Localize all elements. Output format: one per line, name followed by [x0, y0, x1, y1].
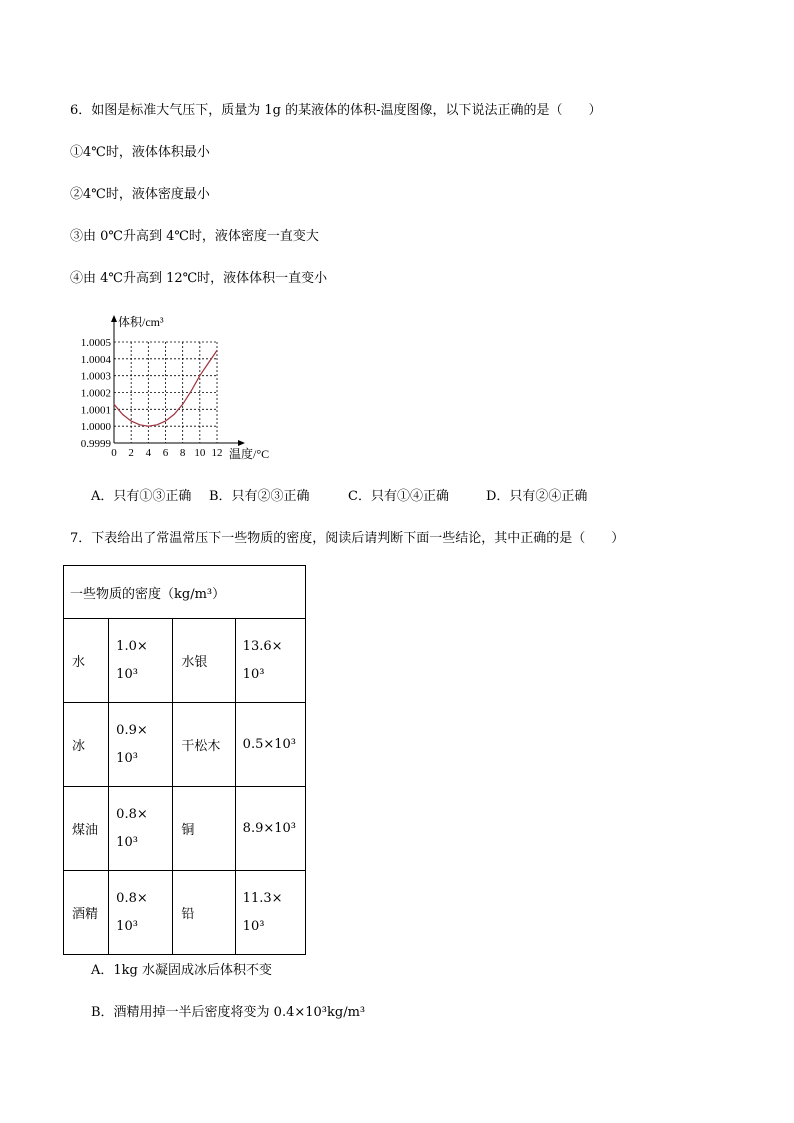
- density-value: 13.6× 10³: [235, 619, 305, 703]
- x-tick-label: 0: [111, 447, 117, 459]
- y-tick-labels: [81, 337, 112, 450]
- substance-name: 铅: [173, 871, 235, 955]
- volume-temperature-chart: [70, 310, 290, 465]
- table-row: [64, 703, 306, 787]
- x-tick-label: 10: [194, 447, 206, 459]
- y-tick-label: 0.9999: [80, 438, 111, 450]
- density-value: 8.9×10³: [235, 787, 305, 871]
- table-header-row: [64, 566, 306, 619]
- table-row: [64, 871, 306, 955]
- y-tick-label: 1.0000: [80, 421, 111, 434]
- y-tick-label: 1.0004: [80, 353, 111, 366]
- substance-name: 干松木: [173, 703, 235, 787]
- y-tick-label: 1.0001: [80, 404, 111, 417]
- y-tick-label: 1.0002: [80, 387, 111, 400]
- x-axis-label: 温度/°C: [229, 447, 270, 461]
- y-axis-label: 体积/cm³: [118, 315, 164, 329]
- q7-option-a: A．1kg 水凝固成冰后体积不变: [91, 963, 272, 978]
- q7-stem: 7．下表给出了常温常压下一些物质的密度，阅读后请判断下面一些结论，其中正确的是（ ）: [70, 531, 625, 546]
- q6-stem: 6．如图是标准大气压下，质量为 1g 的某液体的体积-温度图像，以下说法正确的是（ ）: [70, 103, 602, 118]
- table-row: [64, 619, 306, 703]
- density-value: 0.5×10³: [235, 703, 305, 787]
- q6-option-c: C．只有①④正确: [348, 489, 449, 504]
- density-value: 1.0× 10³: [109, 619, 173, 703]
- density-value: 0.8× 10³: [109, 787, 173, 871]
- q6-option-a: A．只有①③正确: [91, 489, 192, 504]
- substance-name: 酒精: [64, 871, 109, 955]
- density-value: 11.3× 10³: [235, 871, 305, 955]
- x-tick-labels: [111, 447, 222, 459]
- q6-options: [91, 489, 587, 505]
- density-table: [63, 565, 306, 955]
- x-tick-label: 12: [211, 447, 223, 459]
- q6-option-b: B．只有②③正确: [209, 489, 310, 504]
- y-tick-label: 1.0005: [80, 337, 111, 349]
- density-value: 0.8× 10³: [109, 871, 173, 955]
- q6-statement-3: ③由 0℃升高到 4℃时，液体密度一直变大: [70, 229, 319, 244]
- substance-name: 冰: [64, 703, 109, 787]
- q6-statement-1: ①4℃时，液体体积最小: [70, 145, 210, 160]
- substance-name: 水: [64, 619, 109, 703]
- substance-name: 煤油: [64, 787, 109, 871]
- q7-option-b: B．酒精用掉一半后密度将变为 0.4×10³kg/m³: [91, 1005, 366, 1020]
- q6-option-d: D．只有②④正确: [486, 489, 588, 504]
- substance-name: 铜: [173, 787, 235, 871]
- y-tick-label: 1.0003: [80, 370, 111, 383]
- q6-statement-4: ④由 4℃升高到 12℃时，液体体积一直变小: [70, 271, 328, 286]
- x-tick-label: 4: [145, 447, 152, 459]
- x-tick-label: 2: [128, 447, 134, 459]
- table-header: 一些物质的密度（kg/m³）: [64, 566, 306, 619]
- table-row: [64, 787, 306, 871]
- density-value: 0.9× 10³: [109, 703, 173, 787]
- x-tick-label: 8: [179, 447, 186, 459]
- x-tick-label: 6: [162, 447, 169, 459]
- chart-grid: [114, 342, 217, 443]
- q6-statement-2: ②4℃时，液体密度最小: [70, 187, 210, 202]
- substance-name: 水银: [173, 619, 235, 703]
